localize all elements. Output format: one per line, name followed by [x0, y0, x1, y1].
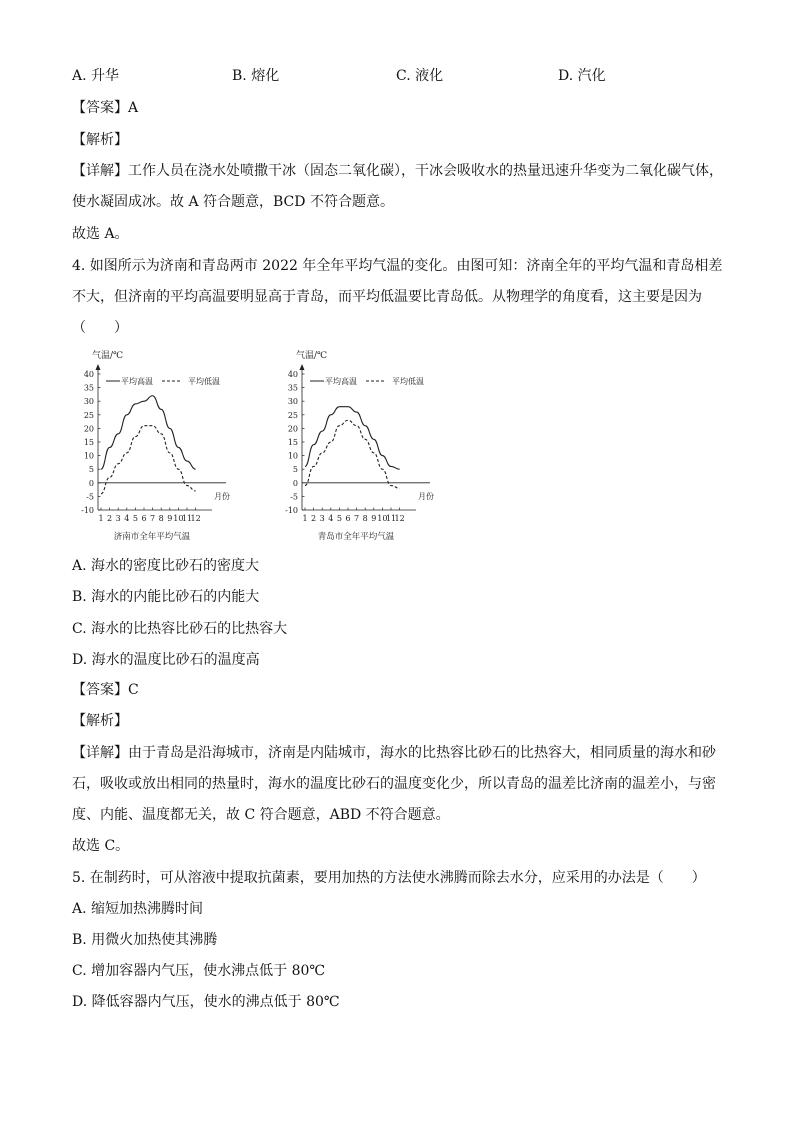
q5-option-a: A. 缩短加热沸腾时间 [72, 901, 204, 917]
legend-high-label: 平均高温 [325, 377, 357, 386]
q3-detail-line-1: 【详解】工作人员在浇水处喷撒干冰（固态二氧化碳），干冰会吸收水的热量迅速升华变为二氧化碳气体， [72, 163, 723, 179]
q4-option-c: C. 海水的比热容比砂石的比热容大 [72, 621, 288, 637]
series-line-avg-low [101, 426, 196, 494]
x-tick-label: 2 [311, 514, 317, 523]
chart-title: 济南市全年平均气温 [113, 532, 191, 542]
x-tick-label: 10 [377, 514, 388, 523]
jinan-temperature-chart [62, 344, 242, 544]
q3-analysis-heading: 【解析】 [72, 132, 128, 148]
q4-detail-line-1: 【详解】由于青岛是沿海城市，济南是内陆城市，海水的比热容比砂石的比热容大，相同质量的海水和砂 [72, 745, 716, 761]
q5-option-b: B. 用微火加热使其沸腾 [72, 932, 218, 948]
y-tick-label: 0 [88, 478, 94, 488]
q4-stem-line-2: 不大，但济南的平均高温要明显高于青岛，而平均低温要比青岛低。从物理学的角度看，这主要是因为 [72, 289, 702, 305]
y-tick-label: -5 [86, 492, 94, 502]
q4-detail-line-3: 度、内能、温度都无关，故 C 符合题意，ABD 不符合题意。 [72, 807, 450, 823]
x-tick-label: 6 [345, 514, 351, 523]
x-tick-label: 11 [181, 514, 193, 523]
y-tick-label: -5 [290, 492, 298, 502]
x-tick-label: 3 [319, 514, 325, 523]
series-line-avg-high [305, 407, 400, 470]
q4-option-a: A. 海水的密度比砂石的密度大 [72, 558, 260, 574]
y-tick-label: 20 [83, 424, 94, 434]
x-tick-label: 5 [132, 514, 138, 523]
legend-low-label: 平均低温 [188, 377, 220, 386]
series-line-avg-high [101, 396, 196, 469]
y-tick-label: -10 [81, 506, 94, 515]
legend-high-label: 平均高温 [121, 377, 153, 386]
x-tick-label: 8 [158, 514, 164, 523]
y-axis-label: 气温/℃ [296, 351, 328, 361]
y-tick-label: 15 [83, 438, 94, 447]
q4-stem-line-3: （ ） [72, 320, 128, 336]
x-axis-label: 月份 [418, 491, 434, 501]
x-tick-label: 7 [150, 514, 156, 523]
q4-option-b: B. 海水的内能比砂石的内能大 [72, 589, 260, 605]
y-tick-label: 35 [287, 383, 298, 393]
x-tick-label: 4 [328, 514, 334, 523]
x-tick-label: 3 [115, 514, 121, 523]
x-tick-label: 10 [173, 514, 184, 523]
q4-stem-line-1: 4. 如图所示为济南和青岛两市 2022 年全年平均气温的变化。由图可知：济南全年的平均气温和青岛相差 [72, 258, 723, 274]
q3-detail-line-2: 使水凝固成冰。故 A 符合题意，BCD 不符合题意。 [72, 194, 394, 210]
q3-option-d: D. 汽化 [558, 68, 606, 84]
y-axis-label: 气温/℃ [92, 351, 124, 361]
qingdao-temperature-chart [266, 344, 446, 544]
y-tick-label: -10 [285, 506, 298, 515]
x-tick-label: 11 [385, 514, 397, 523]
x-tick-label: 4 [124, 514, 130, 523]
q5-stem: 5. 在制药时，可从溶液中提取抗菌素，要用加热的方法使水沸腾而除去水分，应采用的办法是（ ） [72, 870, 706, 886]
q3-option-b: B. 熔化 [232, 68, 280, 84]
y-tick-label: 0 [292, 478, 298, 488]
q4-option-d: D. 海水的温度比砂石的温度高 [72, 652, 260, 668]
x-tick-label: 7 [354, 514, 360, 523]
y-tick-label: 25 [83, 410, 94, 420]
q3-conclusion: 故选 A。 [72, 226, 129, 242]
q4-conclusion: 故选 C。 [72, 838, 130, 854]
y-tick-label: 5 [88, 465, 94, 475]
q3-answer: 【答案】A [72, 100, 139, 116]
x-tick-label: 5 [336, 514, 342, 523]
x-axis-label: 月份 [214, 491, 230, 501]
x-tick-label: 9 [371, 514, 377, 523]
q4-answer: 【答案】C [72, 682, 139, 698]
x-tick-label: 6 [141, 514, 147, 523]
chart-title: 青岛市全年平均气温 [317, 532, 395, 542]
x-tick-label: 2 [107, 514, 113, 523]
q3-option-c: C. 液化 [396, 68, 444, 84]
y-axis-arrow [96, 364, 101, 370]
x-tick-label: 9 [167, 514, 173, 523]
q4-detail-line-2: 石，吸收或放出相同的热量时，海水的温度比砂石的温度变化少，所以青岛的温差比济南的温差小，与密 [72, 776, 716, 792]
x-tick-label: 8 [362, 514, 368, 523]
series-line-avg-low [305, 420, 400, 488]
y-tick-label: 10 [287, 451, 298, 461]
q3-option-a: A. 升华 [72, 68, 120, 84]
y-tick-label: 5 [292, 465, 298, 475]
q5-option-d: D. 降低容器内气压，使水的沸点低于 80℃ [72, 994, 340, 1010]
y-axis-arrow [300, 364, 305, 370]
y-tick-label: 35 [83, 383, 94, 393]
y-tick-label: 25 [287, 410, 298, 420]
x-tick-label: 1 [302, 514, 308, 523]
y-tick-label: 20 [287, 424, 298, 434]
x-tick-label: 12 [190, 514, 201, 523]
y-tick-label: 40 [287, 370, 298, 379]
legend-low-label: 平均低温 [392, 377, 424, 386]
q4-analysis-heading: 【解析】 [72, 713, 128, 729]
x-tick-label: 12 [394, 514, 405, 523]
y-tick-label: 30 [287, 397, 298, 407]
q5-option-c: C. 增加容器内气压，使水沸点低于 80℃ [72, 963, 326, 979]
y-tick-label: 30 [83, 397, 94, 407]
y-tick-label: 40 [83, 370, 94, 379]
x-tick-label: 1 [98, 514, 104, 523]
y-tick-label: 15 [287, 438, 298, 447]
y-tick-label: 10 [83, 451, 94, 461]
